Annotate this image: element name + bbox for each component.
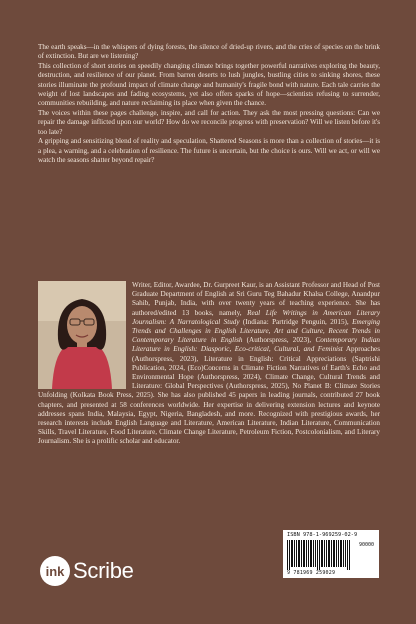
bio-book-2: Emerging Trends and Challenges in English Literature, Art and Culture, Recent Trends in Contemporary Literature in English (132, 317, 380, 345)
blurb-paragraph-2: This collection of short stories on speedily changing climate brings together powerful narratives exploring the beauty, destruction, and resilience of our planet. From barren deserts to lush jungles, bustling cities to sinking shores, these stories illuminate the profound impact of climate change and humanity's fragile bond with nature. Each tale carries the weight of lost landscapes and fading ecosystems, yet also offers sparks of hope—scientists refusing to surrender, communities rebuilding, and nature reclaiming its place when given the chance. (38, 62, 380, 108)
blurb-paragraph-4: A gripping and sensitizing blend of reality and speculation, Shattered Seasons is more than a collection of stories—it is a plea, a warning, and a celebration of resilience. The future is uncertain, but the choice is ours. Will we act, or will we watch the seasons shatter beyond repair? (38, 137, 380, 165)
bio-publisher-2: (Authorspress, 2023), (242, 336, 316, 345)
blurb-paragraph-1: The earth speaks—in the whispers of dying forests, the silence of dried-up rivers, and the cries of species on the brink of extinction. But are we listening? (38, 43, 380, 61)
ink-logo-icon: ink (40, 556, 70, 586)
publisher-logo (40, 555, 134, 587)
bio-book-1: Real Life Writings in American Literary Journalism: A Narratological Study (132, 308, 380, 326)
back-cover-blurb (38, 43, 380, 166)
publisher-name: Scribe (73, 558, 134, 583)
price-code: 90000 (358, 542, 374, 548)
bio-book-3: Contemporary Indian Literature in English: Diasporic, Eco-critical, Cultural, and Feminist (132, 336, 380, 354)
bio-publisher-1: (Indiana: Partridge Penguin, 2015), (239, 317, 353, 326)
author-bio (38, 281, 380, 447)
isbn-text: ISBN 978-1-969259-02-9 (287, 532, 358, 538)
barcode-bars (287, 540, 353, 570)
bio-intro: Writer, Editor, Awardee, Dr. Gurpreet Kaur, is an Assistant Professor and Head of Post Graduate Department of English at Sri Guru Teg Bahadur Khalsa College, Anandpur Sahib, Punjab, India, with over twenty years of teaching experience. She has authored/edited 13 books, namely, (132, 281, 380, 317)
bio-rest: Approaches (Authorspress, 2023), Literature in English: Critical Appreciations (Saptrishi Publication, 2024, (Eco)Concerns in Climate Fiction Narratives of Earth's Echo and Environmental Hope (Authorspress, 2024), Climate Change, Cultural Trends and Literature: Global Perspectives (Authorspress, 2025), No Planet B: Climate Stories Unfolding (Kolkata Book Press, 2025). She has also published 45 papers in leading journals, contributed 27 book chapters, and presented at 58 conferences worldwide. Her expertise in delivering extension lectures and keynote addresses spans India, Malaysia, Egypt, Nigeria, Bangladesh, and more. Recognized with prestigious awards, her research interests include English Language and Literature, American Literature, Indian Literature, Communication Skills, Travel Literature, Food Literature, Climate Change Literature, Petroleum Fiction, Postcolonialism, and Literary Journalism. She is a prolific scholar and educator. (38, 345, 380, 446)
blurb-paragraph-3: The voices within these pages challenge, inspire, and call for action. They ask the most pressing questions: Can we repair the damage inflicted upon our world? How do we reconcile progress with preservation? Will we listen before it's too late? (38, 109, 380, 136)
barcode-digits: 9 781969 259029 (287, 570, 336, 576)
isbn-barcode (283, 530, 379, 578)
